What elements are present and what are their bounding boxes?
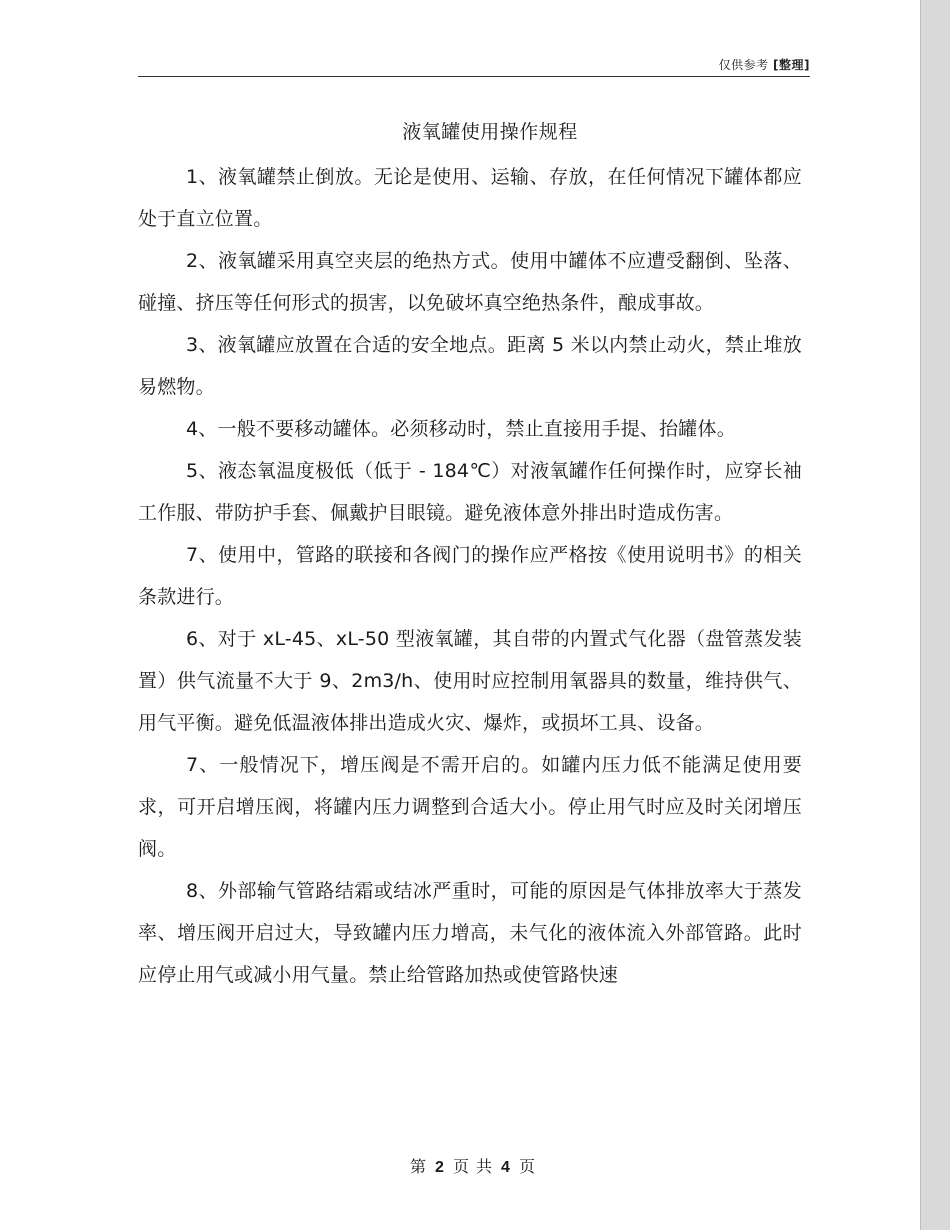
footer-suffix: 页 [518, 1157, 536, 1176]
footer-total-pages: 4 [501, 1159, 511, 1176]
footer-prefix: 第 [410, 1157, 428, 1176]
document-title: 液氧罐使用操作规程 [402, 121, 578, 143]
header-note-prefix: 仅供参考 [718, 58, 769, 72]
paragraph-5: 5、液态氧温度极低（低于 - 184℃）对液氧罐作任何操作时，应穿长袖工作服、带防护手套、佩戴护目眼镜。避免液体意外排出时造成伤害。 [138, 460, 802, 524]
header-note [719, 56, 810, 73]
document-body [138, 156, 802, 996]
paragraph-2: 2、液氧罐采用真空夹层的绝热方式。使用中罐体不应遭受翻倒、坠落、碰撞、挤压等任何形式的损害，以免破坏真空绝热条件，酿成事故。 [138, 250, 802, 314]
paragraph-4: 4、一般不要移动罐体。必须移动时，禁止直接用手提、抬罐体。 [186, 418, 736, 440]
paragraph-8: 7、一般情况下，增压阀是不需开启的。如罐内压力低不能满足使用要求，可开启增压阀，将罐内压力调整到合适大小。停止用气时应及时关闭增压阀。 [138, 754, 802, 860]
header-rule [138, 76, 810, 77]
paragraph-3: 3、液氧罐应放置在合适的安全地点。距离 5 米以内禁止动火，禁止堆放易燃物。 [138, 334, 802, 398]
header-note-bracket: [整理] [773, 58, 810, 72]
page-footer [0, 1154, 946, 1177]
paragraph-6: 7、使用中，管路的联接和各阀门的操作应严格按《使用说明书》的相关条款进行。 [138, 544, 802, 608]
footer-current-page: 2 [435, 1159, 445, 1176]
paragraph-7: 6、对于 xL-45、xL-50 型液氧罐，其自带的内置式气化器（盘管蒸发装置）供气流量不大于 9、2m3/h、使用时应控制用氧器具的数量，维持供气、用气平衡。避免低温液体排出造成火灾、爆炸，或损坏工具、设备。 [138, 628, 802, 734]
paragraph-1: 1、液氧罐禁止倒放。无论是使用、运输、存放，在任何情况下罐体都应处于直立位置。 [138, 166, 802, 230]
paragraph-9: 8、外部输气管路结霜或结冰严重时，可能的原因是气体排放率大于蒸发率、增压阀开启过大，导致罐内压力增高，未气化的液体流入外部管路。此时应停止用气或减小用气量。禁止给管路加热或使管路快速 [138, 880, 802, 986]
footer-middle: 页 共 [452, 1157, 494, 1176]
